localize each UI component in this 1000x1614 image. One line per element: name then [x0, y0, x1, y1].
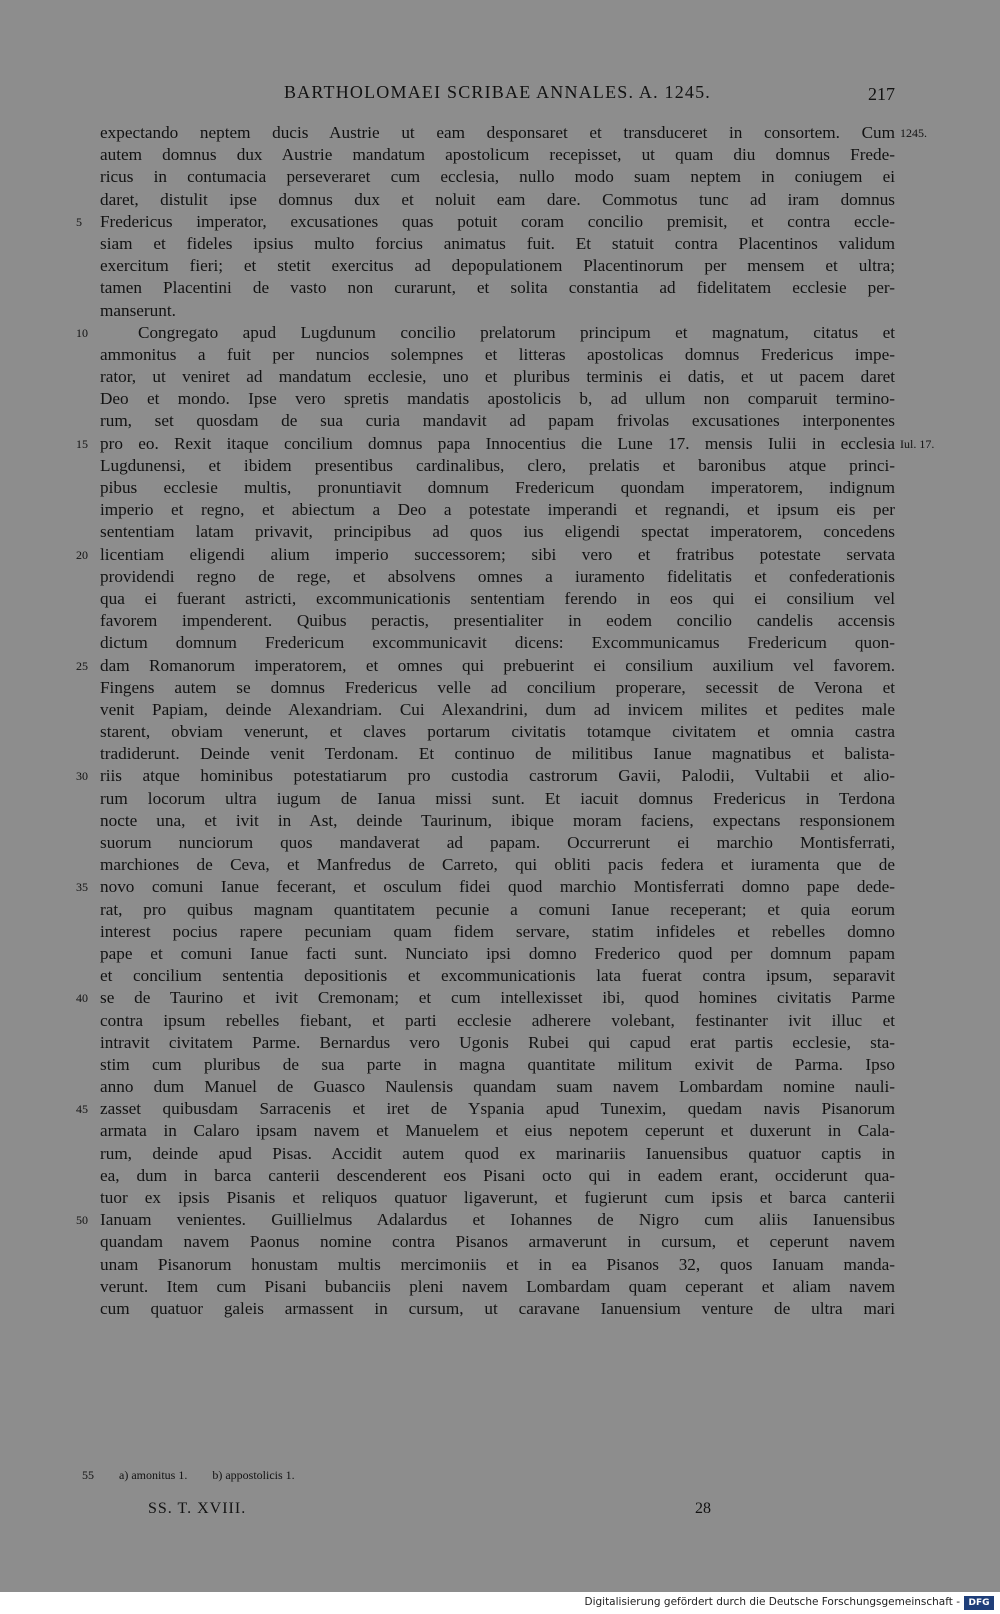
line-text: pibus ecclesie multis, pronuntiavit domnum Fredericum quondam imperatorem, indignum — [100, 478, 895, 497]
footnote-line-number: 55 — [82, 1468, 94, 1482]
line-text: anno dum Manuel de Guasco Naulensis quandam suam navem Lombardam nomine nauli- — [100, 1077, 895, 1097]
line-text: starent, obviam venerunt, et claves portarum civitatis totamque civitatem et omnia castra — [100, 722, 895, 742]
text-line — [100, 588, 895, 610]
running-title: BARTHOLOMAEI SCRIBAE ANNALES. A. 1245. — [283, 82, 712, 102]
margin-date-note: Iul. 17. — [900, 436, 935, 451]
text-line — [100, 899, 895, 921]
line-text: tuor ex ipsis Pisanis et reliquos quatuor ligaverunt, et fugierunt cum ipsis et barca canterii — [100, 1188, 895, 1207]
text-line — [100, 1254, 895, 1276]
footnote-a: a) amonitus 1. — [119, 1468, 188, 1482]
line-text: tradiderunt. Deinde venit Terdonam. Et continuo de militibus Ianue magnatibus et balista- — [100, 744, 895, 764]
line-text: siam et fideles ipsius multo forcius animatus fuit. Et statuit contra Placentinos validum — [100, 233, 895, 253]
text-line — [100, 721, 895, 743]
text-line — [76, 322, 895, 344]
line-text: ammonitus a fuit per nuncios solempnes et litteras apostolicas domnus Fredericus impe- — [100, 344, 895, 364]
line-text: unam Pisanorum honustam multis mercimoniis et in ea Pisanos 32, quos Ianuam manda- — [100, 1254, 895, 1274]
sheet-number: 28 — [695, 1500, 711, 1517]
text-line — [100, 233, 895, 255]
line-number: 25 — [76, 658, 88, 673]
text-line — [100, 943, 895, 965]
line-number: 15 — [76, 436, 88, 451]
text-line — [76, 987, 895, 1009]
line-text: contra ipsum rebelles fiebant, et parti ecclesie adherere volebant, festinanter ivit illuc et — [100, 1010, 895, 1030]
line-text: Deo et mondo. Ipse vero spretis mandatis apostolicis b, ad ullum non comparuit termino- — [100, 389, 895, 409]
footnote-b: b) appostolicis 1. — [212, 1468, 295, 1482]
line-text: rat, pro quibus magnam quantitatem pecunie a comuni Ianue receperant; et quia eorum — [100, 899, 895, 919]
line-text: Fredericus imperator, excusationes quas potuit coram concilio premisit, et contra eccle- — [100, 211, 895, 231]
line-number: 40 — [76, 991, 88, 1006]
text-line — [100, 255, 895, 277]
line-text: marchiones de Ceva, et Manfredus de Carreto, qui obliti pacis federa et iuramenta que de — [100, 855, 895, 875]
line-text: interest pocius rapere pecuniam quam fidem servare, statim infideles et rebelles domno — [100, 921, 895, 941]
text-line — [76, 433, 935, 455]
volume-signature: SS. T. XVIII. — [148, 1500, 247, 1517]
text-line — [100, 410, 895, 432]
line-text: zasset quibusdam Sarracenis et iret de Yspania apud Tunexim, quedam navis Pisanorum — [100, 1099, 895, 1119]
text-line — [100, 854, 895, 876]
dfg-logo: DFG — [964, 1596, 994, 1610]
text-line — [76, 655, 895, 677]
line-text: pape et comuni Ianue facti sunt. Nunciato ipsi domno Frederico quod per domnum papam — [100, 943, 895, 963]
line-text: rator, ut veniret ad mandatum ecclesie, uno et pluribus terminis ei datis, et ut pacem daret — [100, 367, 895, 387]
line-text: licentiam eligendi alium imperio successorem; sibi vero et fratribus potestate servata — [100, 544, 895, 564]
text-line — [100, 832, 895, 854]
footnotes — [82, 1468, 317, 1483]
line-text: armata in Calaro ipsam navem et Manuelem et eius nepotem ceperunt et duxerunt in Cala- — [100, 1121, 895, 1141]
text-line — [100, 699, 895, 721]
line-text: venit Papiam, deinde Alexandriam. Cui Alexandrini, dum ad invicem milites et pedites male — [100, 699, 895, 719]
credit-text: Digitalisierung gefördert durch die Deutsche Forschungsgemeinschaft - — [584, 1596, 960, 1608]
line-text: nocte una, et ivit in Ast, deinde Taurinum, ibique moram faciens, expectans responsionem — [100, 810, 895, 830]
line-text: rum, set quosdam de sua curia mandavit ad papam frivolas excusationes interponentes — [100, 411, 895, 431]
text-line — [100, 788, 895, 810]
text-line — [100, 1010, 895, 1032]
line-text: exercitum fieri; et stetit exercitus ad depopulationem Placentinorum per mensem et ultra; — [100, 256, 895, 276]
line-text: et concilium sententia depositionis et excommunicationis lata fuerat contra ipsum, separavit — [100, 966, 895, 986]
line-number: 50 — [76, 1213, 88, 1228]
text-line — [100, 1187, 895, 1209]
text-line — [100, 277, 895, 299]
line-text: verunt. Item cum Pisani bubanciis pleni navem Lombardam quam ceperant et aliam navem — [100, 1276, 895, 1296]
text-line — [100, 677, 895, 699]
text-line — [100, 388, 895, 410]
line-text: Ianuam venientes. Guillielmus Adalardus et Iohannes de Nigro cum aliis Ianuensibus — [100, 1210, 895, 1230]
text-line — [100, 477, 895, 499]
text-line — [100, 632, 895, 654]
line-text: imperio et regno, et abiectum a Deo a potestate imperandi et regnandi, et ipsum eis per — [100, 500, 895, 520]
credit-bar — [0, 1592, 1000, 1614]
line-text: riis atque hominibus potestatiarum pro custodia castrorum Gavii, Palodii, Vultabii et alio- — [100, 766, 895, 786]
line-text: providendi regno de rege, et absolvens omnes a iuramento fidelitatis et confederationis — [100, 566, 895, 586]
line-text: ricus in contumacia perseveraret cum ecclesia, nullo modo suam neptem in coniugem ei — [100, 167, 895, 187]
line-text: se de Taurino et ivit Cremonam; et cum intellexisset ibi, quod homines civitatis Parme — [100, 988, 895, 1008]
page-header — [100, 82, 895, 112]
line-text: ea, dum in barca canterii descenderent eos Pisani octo qui in eadem erant, occiderunt qua- — [100, 1165, 895, 1185]
text-line — [100, 1120, 895, 1142]
text-line — [100, 166, 895, 188]
line-text: suorum nunciorum quos mandaverat ad papam. Occurrerunt ei marchio Montisferrati, — [100, 833, 895, 852]
line-text: dictum domnum Fredericum excommunicavit dicens: Excommunicamus Fredericum quon- — [100, 633, 895, 653]
line-text: dam Romanorum imperatorem, et omnes qui prebuerint ei consilium auxilium vel favorem. — [100, 655, 895, 675]
line-text: rum, deinde apud Pisas. Accidit autem quod ex marinariis Ianuensibus quatuor captis in — [100, 1143, 895, 1163]
text-line — [100, 1032, 895, 1054]
line-number: 10 — [76, 325, 88, 340]
text-line — [76, 1098, 895, 1120]
page-footer — [0, 1500, 1000, 1526]
line-text: rum locorum ultra iugum de Ianua missi sunt. Et iacuit domnus Fredericus in Terdona — [100, 788, 895, 808]
text-line — [76, 544, 895, 566]
text-line — [100, 566, 895, 588]
line-number: 5 — [76, 214, 82, 229]
text-line — [100, 1054, 895, 1076]
text-line — [100, 499, 895, 521]
text-line — [76, 1209, 895, 1231]
line-text: novo comuni Ianue fecerant, et osculum fidei quod marchio Montisferrati domno pape dede- — [100, 877, 895, 897]
line-text: Lugdunensi, et ibidem presentibus cardinalibus, clero, prelatis et baronibus atque princi- — [100, 455, 895, 475]
text-line — [100, 1231, 895, 1253]
text-line — [76, 765, 895, 787]
text-line — [100, 144, 895, 166]
text-line — [76, 211, 895, 233]
text-line — [100, 300, 895, 322]
text-line — [100, 455, 895, 477]
text-line — [100, 1276, 895, 1298]
text-line — [100, 1076, 895, 1098]
text-line — [100, 189, 895, 211]
margin-date-note: 1245. — [900, 126, 927, 140]
line-text: sententiam latam privavit, principibus ad quos ius eligendi spectat imperatorem, concedens — [100, 522, 895, 542]
line-text: autem domnus dux Austrie mandatum apostolicum recepisset, ut quam diu domnus Frede- — [100, 145, 895, 165]
line-text: cum quatuor galeis armassent in cursum, ut caravane Ianuensium venture de ultra mari — [100, 1298, 895, 1318]
line-number: 20 — [76, 547, 88, 562]
body-text — [76, 122, 935, 1320]
line-number: 30 — [76, 769, 88, 784]
text-line — [100, 743, 895, 765]
line-text: pro eo. Rexit itaque concilium domnus papa Innocentius die Lune 17. mensis Iulii in ecclesia — [100, 433, 895, 453]
line-text: Congregato apud Lugdunum concilio prelatorum principum et magnatum, citatus et — [138, 322, 895, 342]
text-line — [100, 965, 895, 987]
page-number: 217 — [868, 84, 895, 104]
text-line — [100, 344, 895, 366]
line-text: expectando neptem ducis Austrie ut eam desponsaret et transduceret in consortem. Cum — [100, 123, 895, 142]
line-text: quandam navem Paonus nomine contra Pisanos armaverunt in cursum, et ceperunt navem — [100, 1232, 895, 1252]
text-line — [100, 1298, 895, 1320]
text-line — [100, 810, 895, 832]
line-number: 35 — [76, 880, 88, 895]
text-line — [100, 366, 895, 388]
line-number: 45 — [76, 1102, 88, 1117]
line-text: tamen Placentini de vasto non curarunt, et solita constantia ad fidelitatem ecclesie per- — [100, 278, 895, 298]
line-text: daret, distulit ipse domnus dux et noluit eam dare. Commotus tunc ad iram domnus — [100, 189, 895, 209]
line-text: favorem impenderent. Quibus peractis, presentialiter in eodem concilio candelis accensis — [100, 611, 895, 631]
text-line — [100, 1143, 895, 1165]
text-line — [100, 122, 927, 144]
text-line — [100, 610, 895, 632]
line-text: manserunt. — [100, 300, 176, 320]
line-text: intravit civitatem Parme. Bernardus vero Ugonis Rubei qui capud erat partis ecclesie, sta- — [100, 1032, 895, 1052]
text-line — [100, 1165, 895, 1187]
text-line — [100, 521, 895, 543]
line-text: Fingens autem se domnus Fredericus velle ad concilium properare, secessit de Verona et — [100, 677, 895, 697]
line-text: qua ei fuerant astricti, excommunicationis sententiam ferendo in eos qui ei consilium vel — [100, 588, 895, 608]
line-text: stim cum pluribus de sua parte in magna quantitate militum exivit de Parma. Ipso — [100, 1054, 895, 1074]
text-line — [100, 921, 895, 943]
text-line — [76, 876, 895, 898]
